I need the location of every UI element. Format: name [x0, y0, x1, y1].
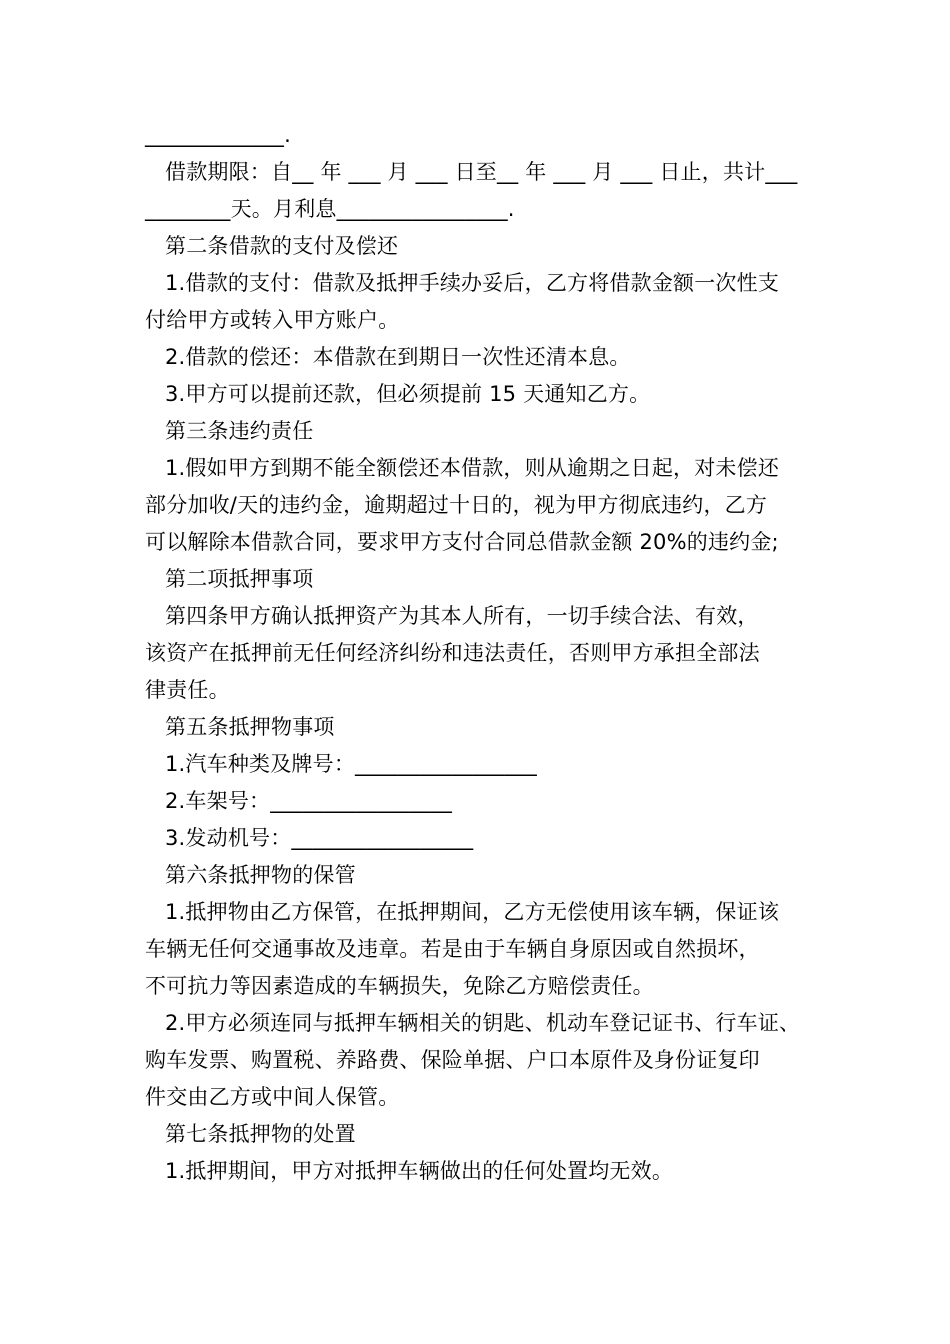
text-line-7: 2.借款的偿还：本借款在到期日一次性还清本息。 — [165, 345, 631, 369]
section-heading-item-2: 第二项抵押事项 — [165, 567, 314, 591]
text-line-23: 车辆无任何交通事故及违章。若是由于车辆自身原因或自然损坏， — [145, 937, 760, 961]
document-body — [145, 117, 810, 1190]
section-heading-3: 第三条违约责任 — [165, 419, 314, 443]
text-line-26: 购车发票、购置税、养路费、保险单据、户口本原件及身份证复印 — [145, 1048, 760, 1072]
text-line-12: 可以解除本借款合同，要求甲方支付合同总借款金额 20%的违约金; — [145, 530, 779, 554]
text-line-19: 2.车架号：_________________ — [165, 789, 453, 813]
text-line-14: 第四条甲方确认抵押资产为其本人所有，一切手续合法、有效， — [165, 604, 759, 628]
text-line-8: 3.甲方可以提前还款，但必须提前 15 天通知乙方。 — [165, 382, 651, 406]
text-line-20: 3.发动机号：_________________ — [165, 826, 474, 850]
text-line-22: 1.抵押物由乙方保管，在抵押期间，乙方无偿使用该车辆，保证该 — [165, 900, 780, 924]
text-line-18: 1.汽车种类及牌号：_________________ — [165, 752, 537, 776]
section-heading-7: 第七条抵押物的处置 — [165, 1122, 356, 1146]
text-line-24: 不可抗力等因素造成的车辆损失，免除乙方赔偿责任。 — [145, 974, 654, 998]
text-line-25: 2.甲方必须连同与抵押车辆相关的钥匙、机动车登记证书、行车证、 — [165, 1011, 801, 1035]
text-line-27: 件交由乙方或中间人保管。 — [145, 1085, 400, 1109]
text-line-3: ________天。月利息________________. — [145, 197, 515, 221]
text-line-11: 部分加收/天的违约金，逾期超过十日的，视为甲方彻底违约，乙方 — [145, 493, 768, 517]
text-line-6: 付给甲方或转入甲方账户。 — [145, 308, 400, 332]
text-line-29: 1.抵押期间，甲方对抵押车辆做出的任何处置均无效。 — [165, 1159, 674, 1183]
section-heading-2: 第二条借款的支付及偿还 — [165, 234, 399, 258]
text-line-10: 1.假如甲方到期不能全额偿还本借款，则从逾期之日起，对未偿还 — [165, 456, 780, 480]
text-line-15: 该资产在抵押前无任何经济纠纷和违法责任，否则甲方承担全部法 — [145, 641, 760, 665]
text-line-16: 律责任。 — [145, 678, 230, 702]
text-line-5: 1.借款的支付：借款及抵押手续办妥后，乙方将借款金额一次性支 — [165, 271, 780, 295]
section-heading-5: 第五条抵押物事项 — [165, 715, 335, 739]
text-line-1: _____________. — [145, 123, 291, 147]
text-line-2: 借款期限：自__ 年 ___ 月 ___ 日至__ 年 ___ 月 ___ 日止，共计___ — [165, 160, 798, 184]
section-heading-6: 第六条抵押物的保管 — [165, 863, 356, 887]
